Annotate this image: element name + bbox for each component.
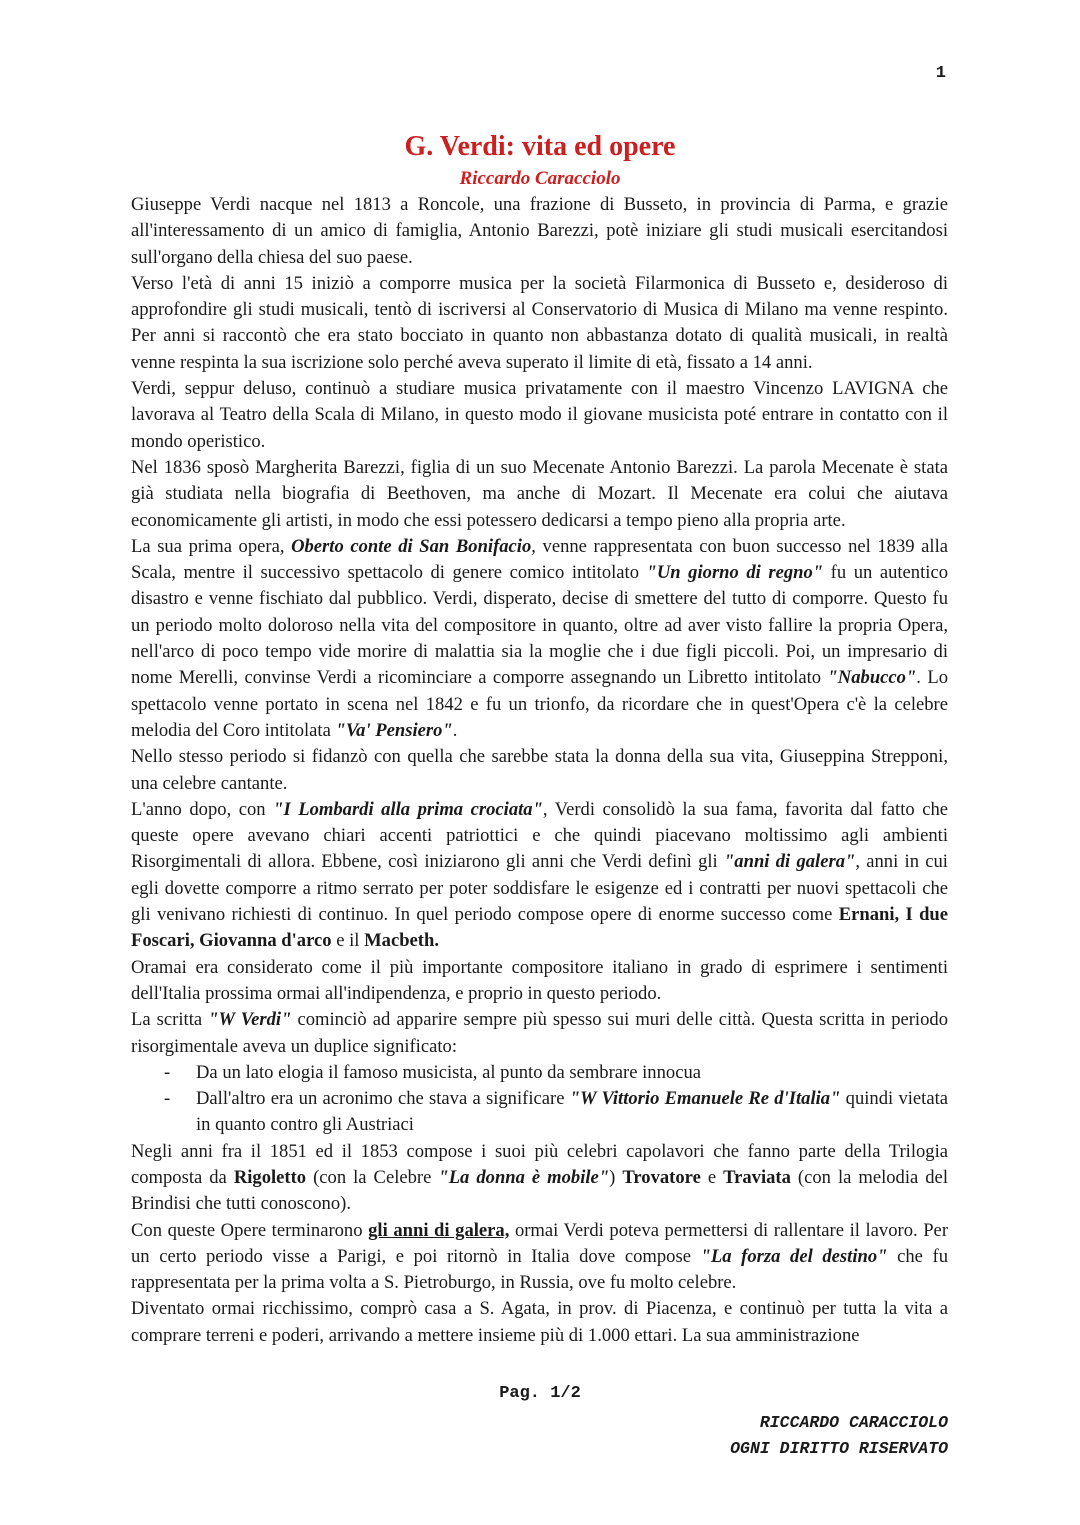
underlined-phrase: gli anni di galera, <box>368 1219 510 1241</box>
opera-title: "I Lombardi alla prima crociata" <box>273 798 543 820</box>
highlighted-phrase: "W Verdi" <box>208 1009 292 1031</box>
opera-title: Traviata <box>723 1166 791 1188</box>
paragraph-paris: Con queste Opere terminarono gli anni di galera, ormai Verdi poteva permettersi di rallentare il lavoro. Per un certo periodo visse a Parigi, e poi ritornò in Italia dove compose "La forza del destino" che fu rappresentata per la prima volta a S. Pietroburgo, in Russia, ove fu molto celebre. <box>131 1219 949 1294</box>
paragraph-first-opera: La sua prima opera, Oberto conte di San Bonifacio, venne rappresentata con buon successo nel 1839 alla Scala, mentre il successivo spettacolo di genere comico intitolato "Un giorno di regno" fu un autentico disastro e venne fischiato dal pubblico. Verdi, disperato, decise di smettere del tutto di comporre. Questo fu un periodo molto doloroso nella vita del compositore in quanto, oltre ad aver visto fallire la propria Opera, nell'arco di poco tempo vide morire di malattia sia la moglie che i due figli piccoli. Poi, un impresario di nome Merelli, convinse Verdi a ricominciare a comporre assegnando un Libretto intitolato "Nabucco". Lo spettacolo venne portato in scena nel 1842 e fu un trionfo, da ricordare che in quest'Opera c'è la celebre melodia del Coro intitolata "Va' Pensiero". <box>131 535 948 741</box>
opera-title: "La forza del destino" <box>700 1245 888 1267</box>
footer-author: RICCARDO CARACCIOLO <box>759 1413 948 1432</box>
document-title: G. Verdi: vita ed opere <box>404 131 676 162</box>
list-dash: - <box>164 1061 171 1083</box>
paragraph-lombardi: L'anno dopo, con "I Lombardi alla prima crociata", Verdi consolidò la sua fama, favorita dal fatto che queste opere avevano chiari accenti patriottici e che quindi piacevano moltissimo agli ambienti Risorgimentali di allora. Ebbene, così iniziarono gli anni che Verdi definì gli "anni di galera", anni in cui egli dovette comporre a ritmo serrato per poter soddisfare le esigenze ed i contratti per nuovi spettacoli che gli venivano richiesti di continuo. In quel periodo compose opere di enorme successo come Ernani, I due Foscari, Giovanna d'arco e il Macbeth. <box>131 798 948 952</box>
aria-title: "La donna è mobile" <box>438 1166 610 1188</box>
opera-title: "Un giorno di regno" <box>646 562 824 584</box>
document-author: Riccardo Caracciolo <box>459 168 621 189</box>
paragraph-strepponi: Nello stesso periodo si fidanzò con quella che sarebbe stata la donna della sua vita, Giuseppina Strepponi, una celebre cantante. <box>131 746 948 794</box>
paragraph-independence: Oramai era considerato come il più importante compositore italiano in grado di esprimere i sentimenti dell'Italia prossima ormai all'indipendenza, e proprio in questo periodo. <box>131 956 948 1004</box>
paragraph-birth: Giuseppe Verdi nacque nel 1813 a Roncole, una frazione di Busseto, in provincia di Parma, e grazie all'interessamento di un amico di famiglia, Antonio Barezzi, potè iniziare gli studi musicali esercitandosi sull'organo della chiesa del suo paese. <box>131 194 948 268</box>
opera-list: Ernani, I due Foscari, Giovanna d'arco <box>131 904 948 952</box>
opera-title: Oberto conte di San Bonifacio <box>291 535 532 557</box>
paragraph-sant-agata: Diventato ormai ricchissimo, comprò casa a S. Agata, in prov. di Piacenza, e continuò per tutta la vita a comprare terreni e poderi, arrivando a mettere insieme più di 1.000 ettari. La sua amministrazione <box>131 1298 948 1346</box>
opera-title: Macbeth. <box>364 930 439 952</box>
opera-title: Trovatore <box>622 1166 701 1188</box>
opera-title: "Nabucco" <box>827 667 917 689</box>
footer-rights <box>730 1410 948 1462</box>
opera-title: "Va' Pensiero" <box>335 719 453 741</box>
paragraph-w-verdi: La scritta "W Verdi" cominciò ad apparire sempre più spesso sui muri delle città. Questa scritta in periodo risorgimentale aveva un duplice significato: <box>131 1009 948 1057</box>
highlighted-phrase: "anni di galera" <box>723 851 856 873</box>
paragraph-trilogy: Negli anni fra il 1851 ed il 1853 compose i suoi più celebri capolavori che fanno parte della Trilogia composta da Rigoletto (con la Celebre "La donna è mobile") Trovatore e Traviata (con la melodia del Brindisi che tutti conoscono). <box>131 1140 948 1215</box>
list-dash: - <box>164 1088 171 1110</box>
footer-rights-reserved: OGNI DIRITTO RISERVATO <box>730 1439 948 1458</box>
opera-title: Rigoletto <box>233 1166 307 1188</box>
footer-page-label: Pag. 1/2 <box>499 1384 581 1403</box>
paragraph-lavigna: Verdi, seppur deluso, continuò a studiare musica privatamente con il maestro Vincenzo LAVIGNA che lavorava al Teatro della Scala di Milano, in questo modo il giovane musicista poté entrare in contatto con il mondo operistico. <box>131 378 948 452</box>
document-body <box>131 192 948 1349</box>
list-item: - Dall'altro era un acronimo che stava a significare "W Vittorio Emanuele Re d'Italia" quindi vietata in quanto contro gli Austriaci <box>164 1088 949 1136</box>
page-number: 1 <box>935 64 946 83</box>
paragraph-conservatory: Verso l'età di anni 15 iniziò a comporre musica per la società Filarmonica di Busseto e, desideroso di approfondire gli studi musicali, tentò di iscriversi al Conservatorio di Musica di Milano ma venne respinto. Per anni si raccontò che era stato bocciato in quanto non abbastanza dotato di qualità musicali, in realtà venne respinta la sua iscrizione solo perché aveva superato il limite di età, fissato a 14 anni. <box>131 272 948 373</box>
highlighted-phrase: "W Vittorio Emanuele Re d'Italia" <box>569 1088 841 1110</box>
meaning-list <box>131 1060 948 1139</box>
paragraph-marriage: Nel 1836 sposò Margherita Barezzi, figlia di un suo Mecenate Antonio Barezzi. La parola Mecenate è stata già studiata nella biografia di Beethoven, ma anche di Mozart. Il Mecenate era colui che aiutava economicamente gli artisti, in modo che essi potessero dedicarsi a tempo pieno alla propria arte. <box>131 456 948 531</box>
list-item: - Da un lato elogia il famoso musicista, al punto da sembrare innocua <box>131 1060 948 1086</box>
